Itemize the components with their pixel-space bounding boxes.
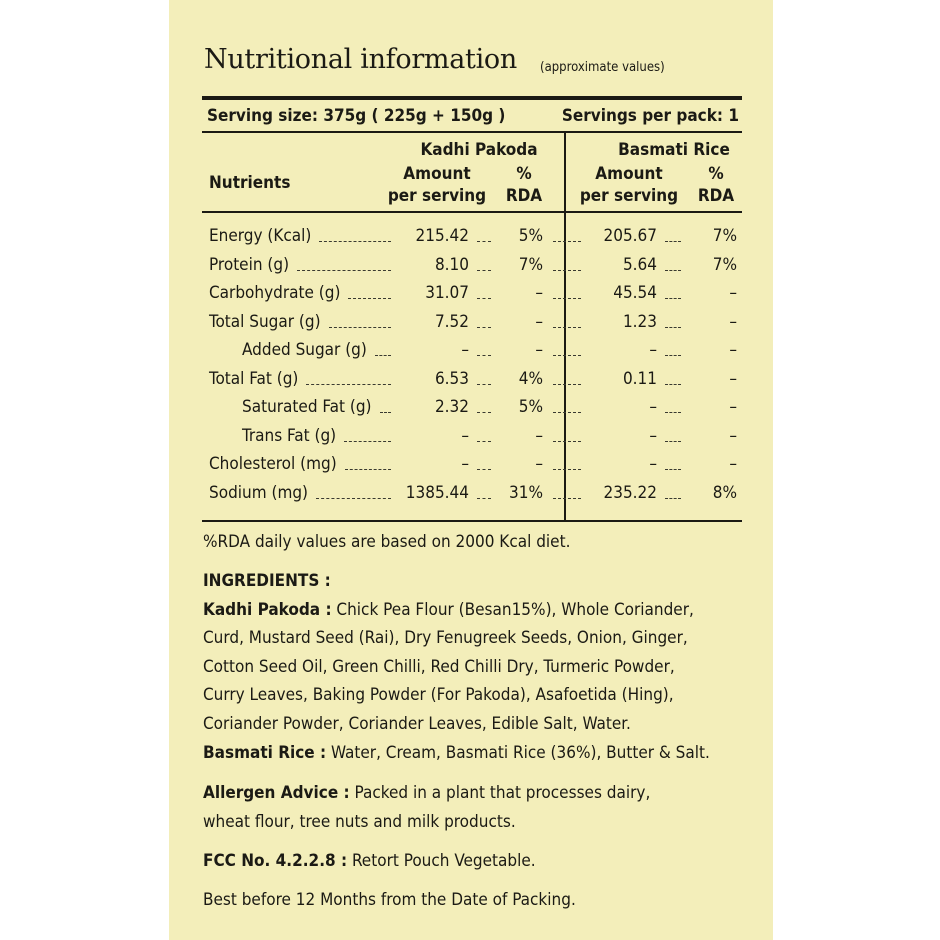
nutrients-header: Nutrients [209, 173, 291, 193]
br-rda: 8% [712, 482, 737, 503]
kp-amount: 8.10 [434, 254, 469, 275]
br-per-serving-header: per serving [579, 186, 679, 206]
kp-amount: – [461, 454, 469, 474]
leader-dots [553, 241, 581, 242]
nutrient-name: Saturated Fat (g) [242, 397, 372, 417]
kadhi-ingredients-line: Curd, Mustard Seed (Rai), Dry Fenugreek Seeds, Onion, Ginger, [203, 628, 688, 648]
kp-rda: 4% [518, 368, 543, 389]
kadhi-ingredients-line: Cotton Seed Oil, Green Chilli, Red Chilli Dry, Turmeric Powder, [203, 657, 675, 677]
br-rda: – [729, 311, 737, 332]
allergen-advice-line: Allergen Advice : Packed in a plant that processes dairy, [203, 783, 651, 803]
leader-dots [665, 355, 681, 356]
fcc-line: FCC No. 4.2.2.8 : Retort Pouch Vegetable. [203, 851, 536, 871]
leader-dots [345, 469, 391, 470]
leader-dots [477, 441, 491, 442]
kadhi-label: Kadhi Pakoda : [203, 600, 332, 620]
leader-dots [319, 241, 391, 242]
leader-dots [665, 469, 681, 470]
nutrient-name: Cholesterol (mg) [209, 454, 337, 474]
leader-dots [329, 327, 391, 328]
fcc-label: FCC No. 4.2.2.8 : [203, 851, 348, 871]
leader-dots [553, 469, 581, 470]
br-amount: – [649, 425, 657, 446]
leader-dots [477, 241, 491, 242]
kp-amount: – [461, 340, 469, 360]
br-amount: 5.64 [622, 254, 657, 275]
br-rda-header: RDA [697, 186, 735, 206]
kadhi-ingredients-line: Curry Leaves, Baking Powder (For Pakoda), Asafoetida (Hing), [203, 685, 674, 705]
br-pct-header: % [708, 164, 724, 184]
leader-dots [477, 498, 491, 499]
br-amount: 205.67 [603, 226, 657, 246]
br-rda: – [729, 368, 737, 389]
nutrient-name: Carbohydrate (g) [209, 283, 341, 303]
br-rda: – [729, 283, 737, 303]
leader-dots [553, 270, 581, 271]
leader-dots [477, 412, 491, 413]
leader-dots [316, 498, 391, 499]
leader-dots [665, 298, 681, 299]
kp-rda: 5% [518, 397, 543, 417]
leader-dots [553, 355, 581, 356]
br-rda: 7% [712, 226, 737, 246]
leader-dots [344, 441, 391, 442]
ingredients-heading: INGREDIENTS : [203, 571, 331, 591]
servings-per-pack: Servings per pack: 1 [561, 106, 739, 126]
rda-note: %RDA daily values are based on 2000 Kcal diet. [203, 532, 571, 552]
kadhi-ingredients-line: Coriander Powder, Coriander Leaves, Edible Salt, Water. [203, 714, 631, 734]
br-amount: 0.11 [622, 368, 657, 389]
serving-rule [202, 131, 742, 133]
br-rda: – [729, 397, 737, 417]
leader-dots [477, 327, 491, 328]
leader-dots [553, 498, 581, 499]
br-amount: – [649, 454, 657, 474]
leader-dots [297, 270, 391, 271]
kp-per-serving-header: per serving [387, 186, 487, 206]
nutrient-name: Sodium (mg) [209, 482, 309, 503]
leader-dots [477, 298, 491, 299]
br-amount-header: Amount [595, 164, 663, 184]
kp-amount: 6.53 [434, 368, 469, 389]
kp-amount: – [461, 425, 469, 446]
leader-dots [477, 355, 491, 356]
page-title: Nutritional information [204, 44, 517, 75]
br-amount: 45.54 [613, 283, 657, 303]
group-basmati-rice: Basmati Rice [618, 140, 730, 160]
br-rda: 7% [712, 254, 737, 275]
br-rda: – [729, 340, 737, 360]
leader-dots [553, 384, 581, 385]
leader-dots [553, 298, 581, 299]
kp-rda: – [535, 340, 543, 360]
leader-dots [665, 384, 681, 385]
table-bottom-rule [202, 520, 742, 522]
nutrient-name: Total Sugar (g) [209, 311, 321, 332]
kp-rda: 7% [518, 254, 543, 275]
leader-dots [665, 327, 681, 328]
kp-rda: 31% [509, 482, 543, 503]
leader-dots [477, 384, 491, 385]
kp-rda: – [535, 311, 543, 332]
kadhi-ingredients-line: Kadhi Pakoda : Chick Pea Flour (Besan15%), Whole Coriander, [203, 600, 694, 620]
leader-dots [665, 241, 681, 242]
kp-rda: – [535, 425, 543, 446]
rice-label: Basmati Rice : [203, 743, 327, 763]
kp-amount: 2.32 [434, 397, 469, 417]
leader-dots [665, 270, 681, 271]
best-before: Best before 12 Months from the Date of Packing. [203, 890, 576, 910]
nutrient-name: Added Sugar (g) [242, 340, 367, 360]
kp-pct-header: % [516, 164, 532, 184]
leader-dots [375, 355, 391, 356]
br-amount: – [649, 397, 657, 417]
leader-dots [665, 412, 681, 413]
table-top-rule [202, 96, 742, 100]
kp-rda: – [535, 454, 543, 474]
leader-dots [477, 469, 491, 470]
kp-amount: 215.42 [415, 226, 469, 246]
kp-rda: 5% [518, 226, 543, 246]
allergen-advice-line: wheat flour, tree nuts and milk products. [203, 812, 516, 832]
leader-dots [665, 498, 681, 499]
nutrient-name: Trans Fat (g) [242, 425, 337, 446]
nutrition-label-panel [169, 0, 773, 940]
br-amount: 1.23 [622, 311, 657, 332]
kp-amount: 1385.44 [405, 482, 469, 503]
rice-ingredients-line: Basmati Rice : Water, Cream, Basmati Rice (36%), Butter & Salt. [203, 743, 710, 763]
serving-size: Serving size: 375g ( 225g + 150g ) [207, 106, 506, 126]
leader-dots [306, 384, 391, 385]
group-kadhi-pakoda: Kadhi Pakoda [420, 140, 538, 160]
kp-rda: – [535, 283, 543, 303]
leader-dots [553, 441, 581, 442]
br-amount: – [649, 340, 657, 360]
kp-amount: 31.07 [425, 283, 469, 303]
leader-dots [553, 412, 581, 413]
allergen-label: Allergen Advice : [203, 783, 350, 803]
kp-amount-header: Amount [403, 164, 471, 184]
leader-dots [380, 412, 391, 413]
leader-dots [477, 270, 491, 271]
nutrient-name: Protein (g) [209, 254, 290, 275]
subtitle: (approximate values) [540, 60, 665, 75]
br-rda: – [729, 454, 737, 474]
leader-dots [553, 327, 581, 328]
br-rda: – [729, 425, 737, 446]
nutrient-name: Total Fat (g) [209, 368, 299, 389]
header-rule [202, 211, 742, 213]
br-amount: 235.22 [603, 482, 657, 503]
kp-rda-header: RDA [505, 186, 543, 206]
nutrient-name: Energy (Kcal) [209, 226, 312, 246]
leader-dots [348, 298, 391, 299]
leader-dots [665, 441, 681, 442]
kp-amount: 7.52 [434, 311, 469, 332]
